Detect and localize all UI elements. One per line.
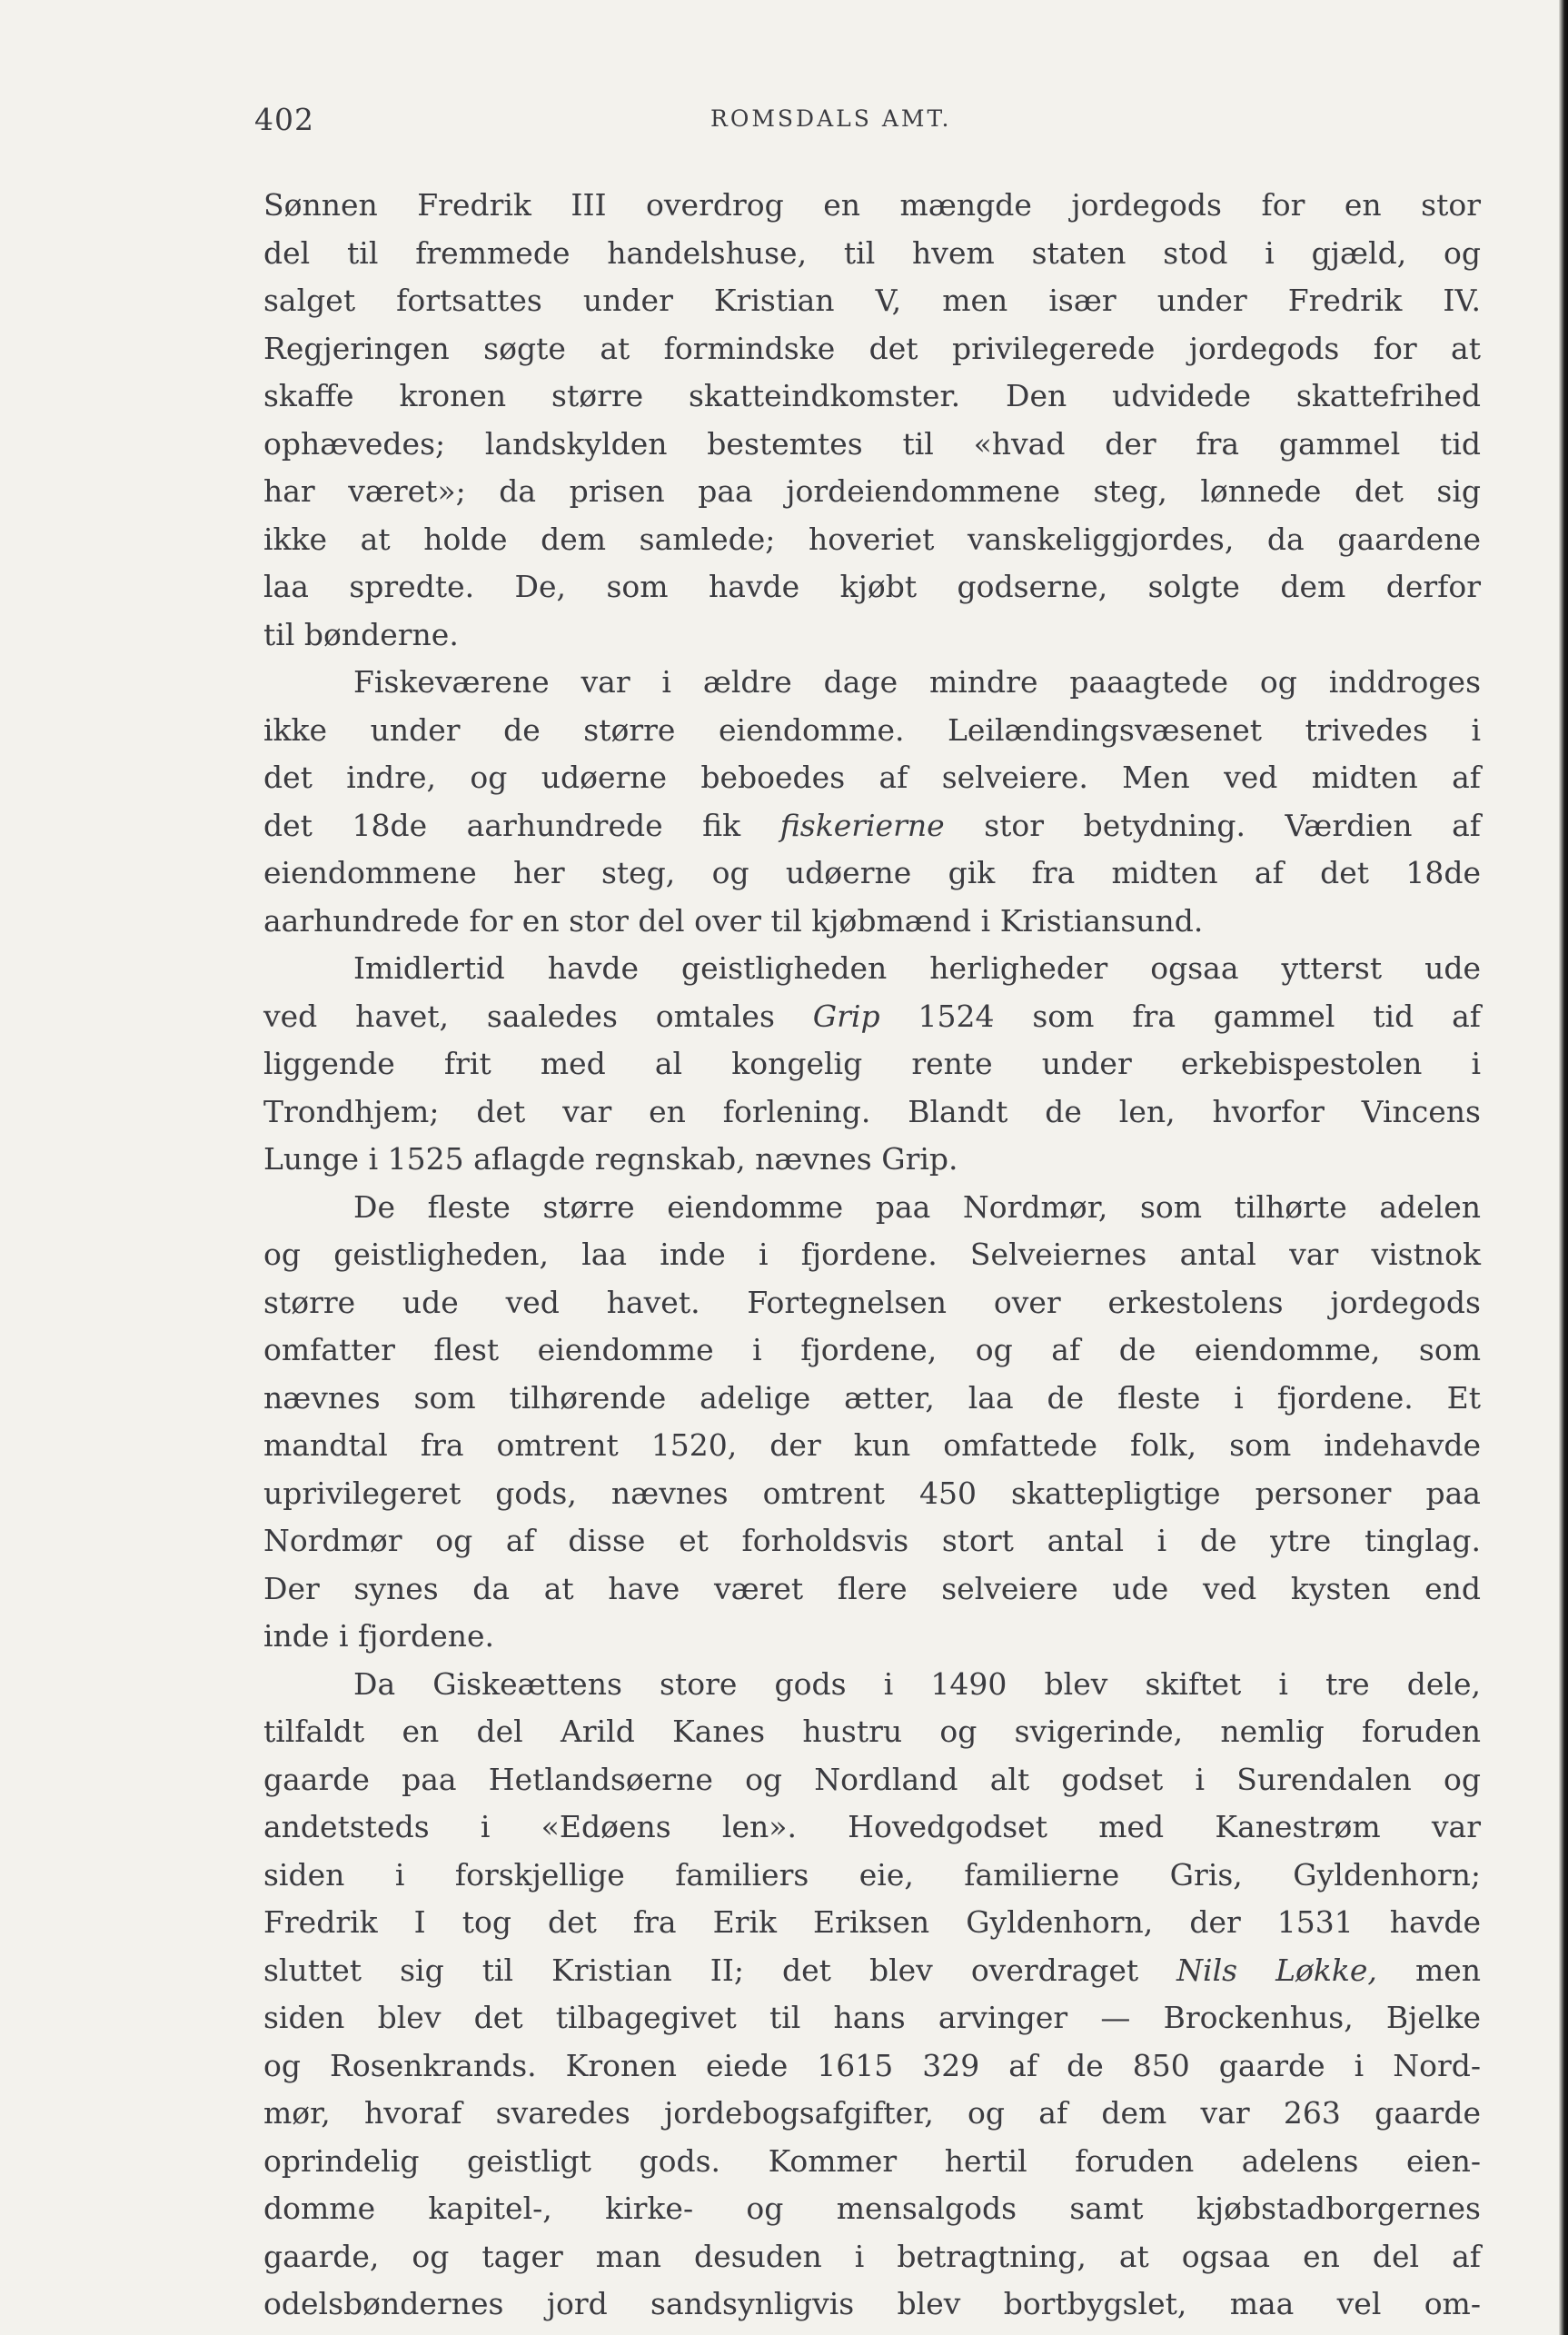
text-line: omfatter flest eiendomme i fjordene, og af de eiendomme, som (263, 1332, 1481, 1367)
text-segment: 1524 som fra gammel tid af (918, 998, 1481, 1034)
text-line: eiendommene her steg, og udøerne gik fra midten af det 18de (263, 855, 1481, 890)
text-segment: ved havet, saaledes omtales (263, 998, 775, 1034)
page-edge-shadow (1559, 0, 1568, 2335)
text-line: De fleste større eiendomme paa Nordmør, som tilhørte adelen (353, 1188, 1481, 1225)
body-text (263, 182, 1481, 2329)
text-line: Da Giskeættens store gods i 1490 blev skiftet i tre dele, (353, 1665, 1481, 1702)
text-line: det indre, og udøerne beboedes af selveiere. Men ved midten af (263, 760, 1481, 795)
text-line (263, 993, 1481, 1041)
text-line: uprivilegeret gods, nævnes omtrent 450 skattepligtige personer paa (263, 1475, 1481, 1511)
text-line (263, 1947, 1481, 1995)
text-line: har været»; da prisen paa jordeiendommene steg, lønnede det sig (263, 473, 1481, 509)
page-number: 402 (254, 102, 314, 137)
text-line: andetsteds i «Edøens len». Hovedgodset med Kanestrøm var (263, 1809, 1481, 1844)
text-segment: stor betydning. Værdien af (984, 807, 1481, 843)
text-line: mør, hvoraf svaredes jordebogsafgifter, og af dem var 263 gaarde (263, 2095, 1481, 2131)
text-segment: sluttet sig til Kristian II; det blev overdraget (263, 1952, 1139, 1988)
text-line: aarhundrede for en stor del over til kjøbmænd i Kristiansund. (263, 902, 1204, 939)
text-line (263, 802, 1481, 850)
text-line: større ude ved havet. Fortegnelsen over erkestolens jordegods (263, 1284, 1481, 1320)
text-line: siden i forskjellige familiers eie, familierne Gris, Gyldenhorn; (263, 1856, 1481, 1893)
text-line: mandtal fra omtrent 1520, der kun omfattede folk, som indehavde (263, 1427, 1481, 1463)
text-line: nævnes som tilhørende adelige ætter, laa de fleste i fjordene. Et (263, 1379, 1481, 1416)
text-line: og geistligheden, laa inde i fjordene. Selveiernes antal var vistnok (263, 1237, 1481, 1272)
text-line: liggende frit med al kongelig rente under erkebispestolen i (263, 1046, 1481, 1081)
text-line: Lunge i 1525 aflagde regnskab, nævnes Grip. (263, 1141, 958, 1177)
text-line: Fredrik I tog det fra Erik Eriksen Gyldenhorn, der 1531 havde (263, 1904, 1481, 1940)
text-line: ikke at holde dem samlede; hoveriet vanskeliggjordes, da gaardene (263, 521, 1481, 557)
text-line: Fiskeværene var i ældre dage mindre paaagtede og inddroges (353, 664, 1481, 700)
italic-place-grip: Grip (812, 998, 880, 1034)
text-line: ikke under de større eiendomme. Leilændingsvæsenet trivedes i (263, 711, 1481, 748)
text-line: til bønderne. (263, 616, 459, 652)
text-segment: det 18de aarhundrede fik (263, 807, 741, 843)
italic-term-fiskerierne: fiskerierne (779, 807, 945, 843)
text-line: Nordmør og af disse et forholdsvis stort antal i de ytre tinglag. (263, 1523, 1481, 1558)
text-line: odelsbøndernes jord sandsynligvis blev bortbygslet, maa vel om- (263, 2286, 1481, 2321)
text-line: laa spredte. De, som havde kjøbt godserne, solgte dem derfor (263, 569, 1481, 604)
text-line: domme kapitel-, kirke- og mensalgods samt kjøbstadborgernes (263, 2191, 1481, 2226)
text-line: og Rosenkrands. Kronen eiede 1615 329 af de 850 gaarde i Nord- (263, 2047, 1481, 2083)
text-line: ophævedes; landskylden bestemtes til «hvad der fra gammel tid (263, 425, 1481, 462)
text-line: inde i fjordene. (263, 1618, 495, 1654)
text-line: gaarde paa Hetlandsøerne og Nordland alt godset i Surendalen og (263, 1761, 1481, 1797)
text-line: Regjeringen søgte at formindske det privilegerede jordegods for at (263, 330, 1481, 366)
running-header (254, 102, 1345, 147)
text-line: salget fortsattes under Kristian V, men især under Fredrik IV. (263, 283, 1481, 318)
text-line: Trondhjem; det var en forlening. Blandt de len, hvorfor Vincens (263, 1093, 1481, 1129)
text-line: gaarde, og tager man desuden i betragtning, at ogsaa en del af (263, 2238, 1481, 2274)
text-line: Imidlertid havde geistligheden herligheder ogsaa ytterst ude (353, 950, 1481, 986)
text-line: oprindelig geistligt gods. Kommer hertil foruden adelens eien- (263, 2142, 1481, 2179)
text-line: skaffe kronen større skatteindkomster. Den udvidede skattefrihed (263, 378, 1481, 413)
text-line: Sønnen Fredrik III overdrog en mængde jordegods for en stor (263, 187, 1481, 223)
text-segment: men (1414, 1952, 1482, 1988)
text-line: siden blev det tilbagegivet til hans arvinger — Brockenhus, Bjelke (263, 2000, 1481, 2035)
running-title: ROMSDALS AMT. (710, 105, 952, 132)
italic-name-nils-lokke: Nils Løkke, (1176, 1952, 1377, 1988)
text-line: Der synes da at have været flere selveiere ude ved kysten end (263, 1570, 1481, 1606)
text-line: tilfaldt en del Arild Kanes hustru og svigerinde, nemlig foruden (263, 1714, 1481, 1749)
text-line: del til fremmede handelshuse, til hvem staten stod i gjæld, og (263, 234, 1481, 271)
